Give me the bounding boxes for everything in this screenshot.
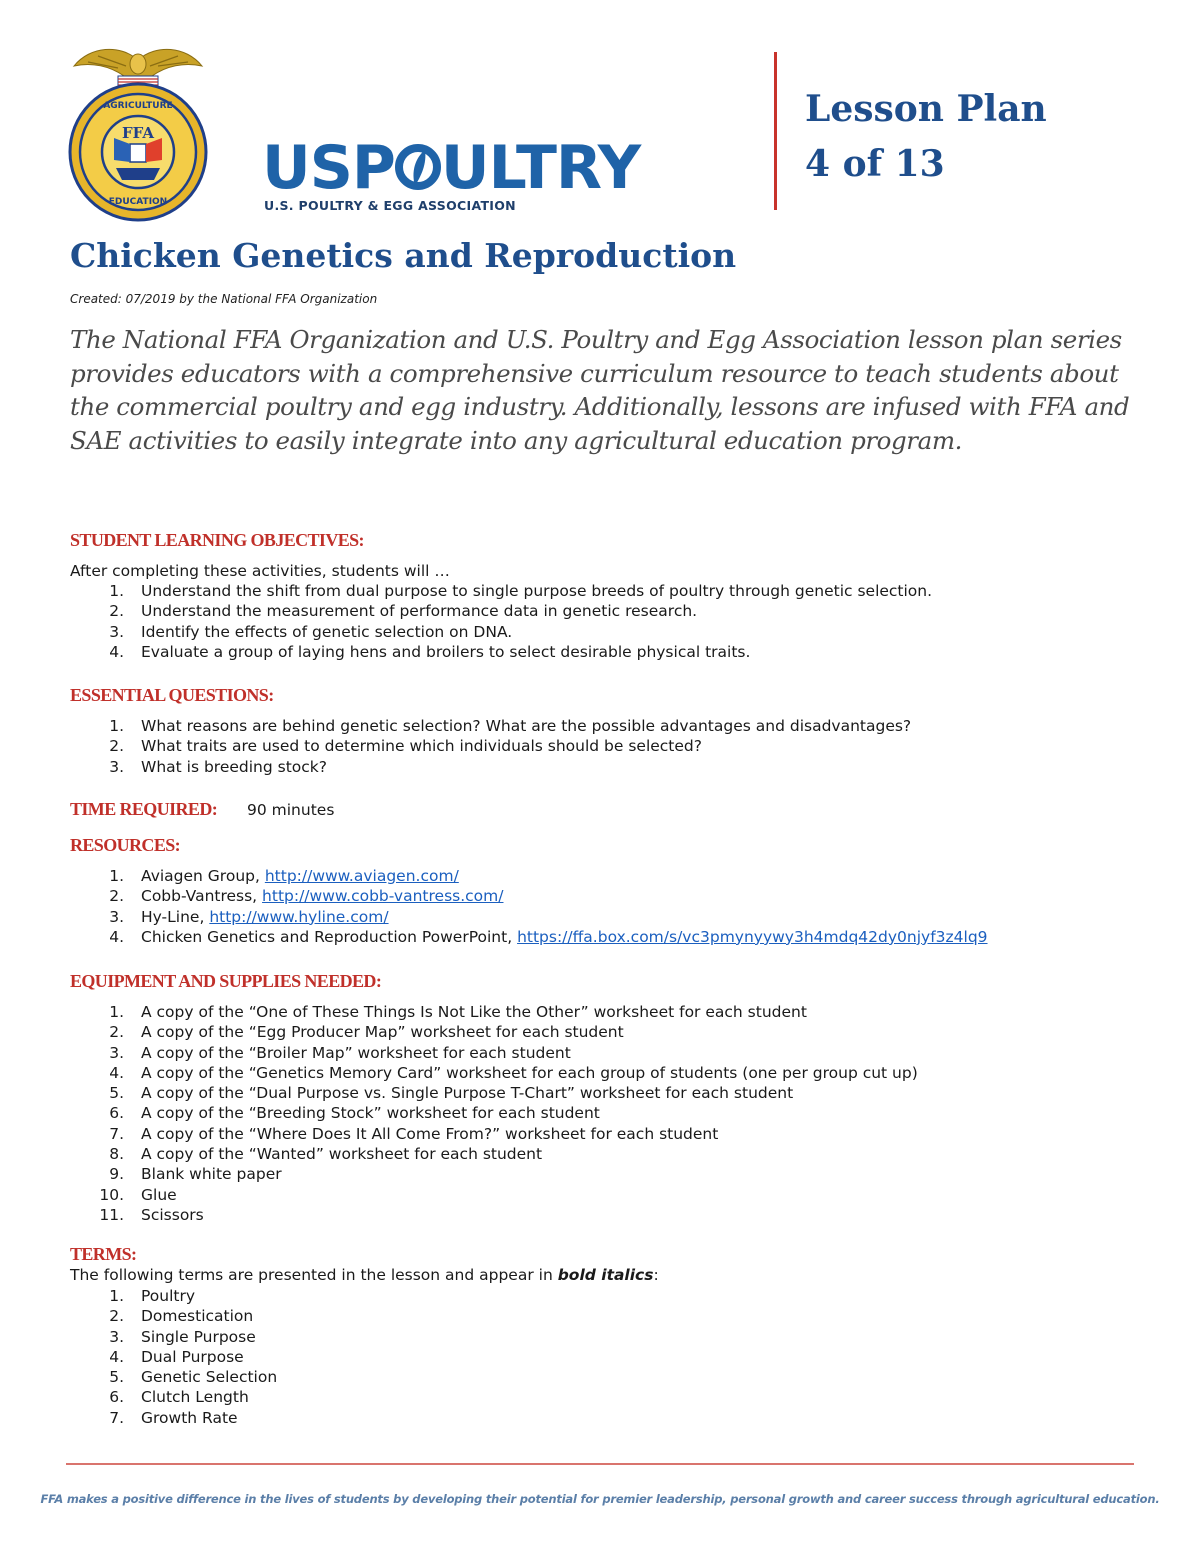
time-heading: TIME REQUIRED: <box>70 799 218 819</box>
list-text <box>141 1063 918 1083</box>
list-label: Evaluate a group of laying hens and broilers to select desirable physical traits. <box>141 642 751 661</box>
list-number: 5. <box>109 1368 124 1387</box>
list-text <box>141 1103 600 1123</box>
list-text <box>141 1327 256 1347</box>
list-number: 3. <box>109 622 124 641</box>
list-number: 7. <box>109 1124 124 1143</box>
list-text <box>141 1205 204 1225</box>
list-number: 8. <box>109 1145 124 1164</box>
list-number: 4. <box>109 642 124 661</box>
list-number: 6. <box>109 1388 124 1407</box>
list-number: 1. <box>109 1003 124 1021</box>
list-number: 3. <box>109 757 124 776</box>
page-header <box>0 0 1200 230</box>
list-text <box>141 1367 277 1387</box>
ffa-emblem-center-text: FFA <box>121 124 155 142</box>
objectives-lead: After completing these activities, students will … <box>70 562 450 580</box>
list-number: 1. <box>109 867 124 885</box>
list-number: 3. <box>109 907 124 926</box>
list-text <box>141 1022 624 1042</box>
list-text <box>141 1306 253 1326</box>
list-text <box>141 581 932 601</box>
ffa-emblem-logo <box>68 40 208 225</box>
list-text <box>141 1144 542 1164</box>
ffa-emblem-top-text: AGRICULTURE <box>103 101 173 111</box>
list-text <box>141 886 503 906</box>
list-text <box>141 642 750 662</box>
list-number: 6. <box>109 1104 124 1123</box>
list-label: A copy of the “One of These Things Is Not Like the Other” worksheet for each student <box>141 1003 807 1021</box>
list-text <box>141 866 459 886</box>
list-number: 1. <box>109 1287 124 1305</box>
list-label: Glue <box>141 1185 177 1204</box>
page-title: Chicken Genetics and Reproduction <box>70 236 737 275</box>
list-label: Hy-Line, <box>141 907 210 926</box>
list-text <box>141 601 697 621</box>
list-label: Scissors <box>141 1205 204 1224</box>
intro-paragraph: The National FFA Organization and U.S. Poultry and Egg Association lesson plan series provides educators with a comprehensive curriculum resource to teach students about the commercial poultry and egg industry. Additionally, lessons are infused with FFA and SAE activities to easily integrate into any agricultural education program. <box>70 325 1130 455</box>
terms-lead-text: The following terms are presented in the lesson and appear in <box>70 1266 558 1284</box>
lesson-plan-number: 4 of 13 <box>805 143 945 185</box>
lesson-plan-label: Lesson Plan <box>805 88 1047 130</box>
uspoultry-word-end: ULTRY <box>440 133 641 203</box>
questions-heading: ESSENTIAL QUESTIONS: <box>70 685 274 705</box>
list-number: 2. <box>109 602 124 621</box>
list-text <box>141 1164 282 1184</box>
list-number: 4. <box>109 1347 124 1366</box>
list-label: Blank white paper <box>141 1165 282 1184</box>
list-number: 10. <box>99 1185 124 1204</box>
terms-lead-colon: : <box>653 1266 659 1284</box>
list-number: 7. <box>109 1408 124 1427</box>
resource-link[interactable]: https://ffa.box.com/s/vc3pmynyywy3h4mdq42dy0njyf3z4lq9 <box>517 927 988 946</box>
list-label: A copy of the “Broiler Map” worksheet for each student <box>141 1043 571 1062</box>
list-label: A copy of the “Dual Purpose vs. Single Purpose T-Chart” worksheet for each student <box>141 1084 794 1103</box>
list-text <box>141 1408 238 1428</box>
list-label: Domestication <box>141 1307 254 1326</box>
list-text <box>141 757 327 777</box>
list-text <box>141 1083 793 1103</box>
header-divider <box>774 52 777 210</box>
list-label: A copy of the “Where Does It All Come From?” worksheet for each student <box>141 1124 719 1143</box>
list-number: 3. <box>109 1043 124 1062</box>
list-label: Genetic Selection <box>141 1368 278 1387</box>
list-number: 5. <box>109 1084 124 1103</box>
resource-link[interactable]: http://www.hyline.com/ <box>209 907 389 926</box>
list-number: 3. <box>109 1327 124 1346</box>
list-text <box>141 1286 195 1306</box>
time-value: 90 minutes <box>247 801 335 819</box>
list-number: 2. <box>109 1307 124 1326</box>
list-number: 1. <box>109 717 124 735</box>
list-label: Cobb-Vantress, <box>141 887 263 906</box>
terms-lead-bold: bold italics <box>557 1266 654 1284</box>
uspoultry-wordmark <box>262 135 640 201</box>
list-number: 4. <box>109 1063 124 1082</box>
list-label: Understand the measurement of performance data in genetic research. <box>141 602 698 621</box>
resource-link[interactable]: http://www.cobb-vantress.com/ <box>262 887 504 906</box>
list-label: A copy of the “Egg Producer Map” worksheet for each student <box>141 1023 624 1042</box>
uspoultry-logo <box>262 135 652 215</box>
created-note: Created: 07/2019 by the National FFA Organization <box>70 292 378 306</box>
objectives-heading: STUDENT LEARNING OBJECTIVES: <box>70 530 364 550</box>
list-text <box>141 907 389 927</box>
list-label: What reasons are behind genetic selection? What are the possible advantages and disadvantages? <box>141 717 912 735</box>
list-label: Clutch Length <box>141 1388 249 1407</box>
list-number: 2. <box>109 1023 124 1042</box>
footer-rule <box>66 1463 1134 1465</box>
list-number: 9. <box>109 1165 124 1184</box>
list-number: 1. <box>109 582 124 600</box>
list-label: Dual Purpose <box>141 1347 244 1366</box>
list-text <box>141 1124 718 1144</box>
equipment-heading: EQUIPMENT AND SUPPLIES NEEDED: <box>70 971 382 991</box>
list-label: What is breeding stock? <box>141 757 327 776</box>
list-text <box>141 622 512 642</box>
list-label: Identify the effects of genetic selection on DNA. <box>141 622 513 641</box>
list-label: Chicken Genetics and Reproduction PowerPoint, <box>141 927 518 946</box>
list-label: A copy of the “Genetics Memory Card” worksheet for each group of students (one per group cut up) <box>141 1063 918 1082</box>
list-text <box>141 1002 807 1022</box>
list-label: Single Purpose <box>141 1327 256 1346</box>
ffa-emblem-bottom-text: EDUCATION <box>108 197 168 207</box>
list-text <box>141 1185 177 1205</box>
uspoultry-word-start: USP <box>262 133 395 203</box>
list-text <box>141 1043 571 1063</box>
terms-heading: TERMS: <box>70 1244 137 1264</box>
list-text <box>141 736 702 756</box>
list-text <box>141 716 911 736</box>
feather-o-icon <box>395 139 441 189</box>
resources-heading: RESOURCES: <box>70 835 181 855</box>
list-number: 2. <box>109 737 124 756</box>
footer-tagline: FFA makes a positive difference in the lives of students by developing their potential for premier leadership, personal growth and career success through agricultural education. <box>40 1492 1160 1506</box>
list-label: Poultry <box>141 1287 196 1305</box>
terms-lead <box>70 1266 659 1284</box>
list-text <box>141 1347 244 1367</box>
resource-link[interactable]: http://www.aviagen.com/ <box>264 867 459 885</box>
list-number: 11. <box>99 1205 124 1224</box>
list-label: Growth Rate <box>141 1408 238 1427</box>
list-number: 4. <box>109 927 124 946</box>
list-label: A copy of the “Breeding Stock” worksheet for each student <box>141 1104 600 1123</box>
uspoultry-subtitle: U.S. POULTRY & EGG ASSOCIATION <box>264 198 516 213</box>
list-text <box>141 927 988 947</box>
list-label: A copy of the “Wanted” worksheet for each student <box>141 1145 543 1164</box>
list-label: Aviagen Group, <box>141 867 265 885</box>
list-number: 2. <box>109 887 124 906</box>
list-label: Understand the shift from dual purpose to single purpose breeds of poultry through genetic selection. <box>141 582 933 600</box>
list-label: What traits are used to determine which individuals should be selected? <box>141 737 702 756</box>
list-text <box>141 1387 249 1407</box>
